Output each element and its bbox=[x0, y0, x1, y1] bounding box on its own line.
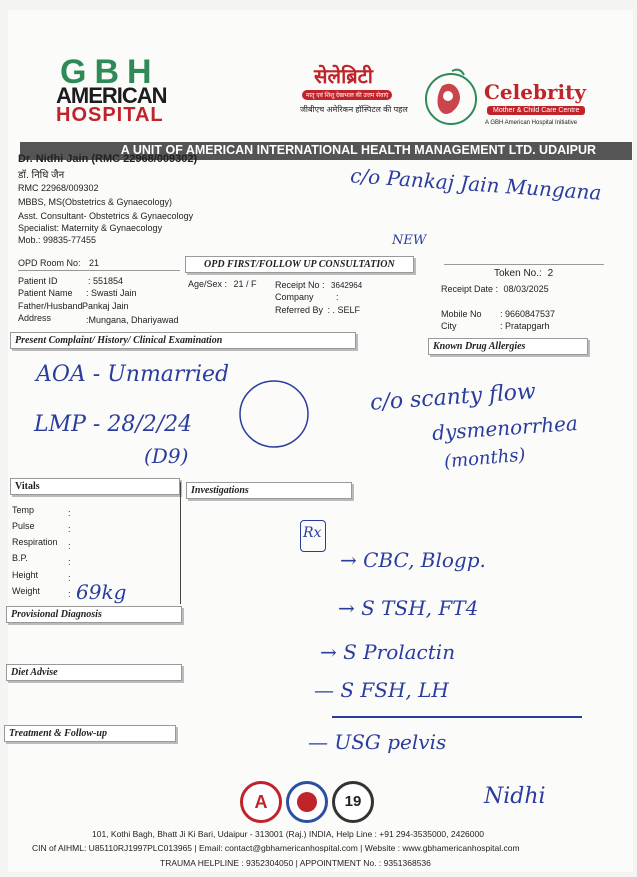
accreditation-badge-a: A bbox=[240, 781, 282, 823]
receipt-date-value: 08/03/2025 bbox=[503, 284, 549, 294]
city-value: : Pratapgarh bbox=[500, 321, 550, 331]
mobile-label: Mobile No bbox=[441, 309, 482, 319]
doctor-line-5: Mob.: 99835-77455 bbox=[18, 235, 97, 245]
agesex-label: Age/Sex : bbox=[188, 279, 228, 289]
receipt-date-label: Receipt Date : bbox=[441, 284, 499, 294]
allergies-section-title: Known Drug Allergies bbox=[428, 338, 588, 355]
complaint-section-title: Present Complaint/ History/ Clinical Examination bbox=[10, 332, 356, 349]
handwritten-lmp-sub: (D9) bbox=[144, 444, 189, 468]
agesex bbox=[188, 279, 257, 289]
vital-temp: Temp bbox=[12, 505, 35, 515]
handwritten-scanty: c/o scanty flow bbox=[369, 379, 537, 416]
vital-respiration: Respiration bbox=[12, 537, 58, 547]
opd-room-value: 21 bbox=[89, 258, 100, 268]
celebrity-note: A GBH American Hospital Initiative bbox=[485, 120, 578, 126]
rx-symbol: Rx bbox=[303, 525, 322, 541]
opd-room bbox=[18, 258, 99, 268]
handwritten-circle bbox=[236, 376, 312, 452]
footer-contact: CIN of AIHML: U85110RJ1997PLC013965 | Email: contact@gbhamericanhospital.com | Website : www.gbhamericanhospital.com bbox=[32, 843, 520, 853]
father-label: Father/Husband bbox=[18, 301, 83, 311]
handwritten-complaint: AOA - Unmarried bbox=[36, 362, 230, 387]
logo-gbh-text: GBH bbox=[60, 53, 160, 91]
company-label: Company bbox=[275, 292, 314, 302]
handwritten-dysmenorrhea: dysmenorrhea bbox=[431, 410, 579, 446]
footer-helpline: TRAUMA HELPLINE : 9352304050 | APPOINTMENT No. : 9351368536 bbox=[160, 858, 431, 868]
handwritten-weight: 69kg bbox=[76, 580, 127, 604]
token-divider bbox=[444, 264, 604, 265]
accreditation-badge-19: 19 bbox=[332, 781, 374, 823]
investigations-section-title: Investigations bbox=[186, 482, 352, 499]
referred-label: Referred By bbox=[275, 305, 324, 315]
rx-item-3: → S Prolactin bbox=[320, 640, 456, 664]
celebrity-hindi-sub: जीबीएच अमेरिकन हॉस्पिटल की पहल bbox=[300, 105, 408, 114]
vital-bp: B.P. bbox=[12, 553, 28, 563]
accreditation-badge-nabh bbox=[286, 781, 328, 823]
doctor-line-3: Asst. Consultant- Obstetrics & Gynaecology bbox=[18, 211, 194, 221]
handwritten-lmp: LMP - 28/2/24 bbox=[34, 412, 193, 437]
referred bbox=[275, 305, 360, 315]
rx-item-1: → CBC, Blogp. bbox=[340, 548, 486, 572]
referred-value: : . SELF bbox=[327, 305, 361, 315]
logo-american-text: AMERICAN bbox=[56, 83, 167, 108]
patient-name-label: Patient Name bbox=[18, 288, 73, 298]
doctor-line-4: Specialist: Maternity & Gynaecology bbox=[18, 223, 163, 233]
receipt-value: 3642964 bbox=[331, 281, 363, 290]
doctor-name: Dr. Nidhi Jain (RMC 22968/009302) bbox=[18, 153, 198, 165]
celebrity-english-title: Celebrity bbox=[484, 80, 586, 104]
rx-item-5: — USG pelvis bbox=[308, 730, 447, 754]
address-label: Address bbox=[18, 313, 52, 323]
doctor-line-2: MBBS, MS(Obstetrics & Gynaecology) bbox=[18, 197, 173, 207]
agesex-value: 21 / F bbox=[233, 279, 257, 289]
celebrity-logo bbox=[292, 62, 612, 142]
doctor-signature: Nidhi bbox=[484, 784, 546, 809]
token bbox=[494, 268, 553, 279]
opd-room-label: OPD Room No: bbox=[18, 258, 81, 268]
rx-item-2: → S TSH, FT4 bbox=[338, 596, 479, 620]
consultation-title: OPD FIRST/FOLLOW UP CONSULTATION bbox=[185, 256, 414, 273]
diet-section-title: Diet Advise bbox=[6, 664, 182, 681]
patient-id-label: Patient ID bbox=[18, 276, 58, 286]
doctor-name-hindi: डॉ. निधि जैन bbox=[18, 170, 65, 181]
handwritten-new: NEW bbox=[392, 233, 427, 248]
logo-hospital-text: HOSPITAL bbox=[56, 104, 164, 126]
doctor-line-1: RMC 22968/009302 bbox=[18, 183, 99, 193]
token-value: 2 bbox=[547, 268, 554, 279]
gbh-logo bbox=[56, 55, 201, 127]
footer-address: 101, Kothi Bagh, Bhatt Ji Ki Bari, Udaipur - 313001 (Raj.) INDIA, Help Line : +91 294-3535000, 2426000 bbox=[92, 829, 484, 839]
provisional-section-title: Provisional Diagnosis bbox=[6, 606, 182, 623]
token-label: Token No.: bbox=[494, 268, 542, 279]
address-value: :Mungana, Dhariyawad bbox=[86, 315, 179, 325]
handwritten-months: (months) bbox=[443, 444, 527, 473]
city-label: City bbox=[441, 321, 457, 331]
vital-colons: : : : : : : bbox=[68, 508, 71, 600]
vitals-divider bbox=[180, 482, 181, 604]
celebrity-hindi-tag: मातृ एवं शिशु देखभाल की उत्तम सेवाएं bbox=[302, 90, 392, 100]
handwritten-co-note: c/o Pankaj Jain Mungana bbox=[349, 163, 603, 205]
father-value: Pankaj Jain bbox=[82, 301, 129, 311]
company bbox=[275, 292, 339, 302]
receipt-date bbox=[441, 284, 549, 294]
receipt-no bbox=[275, 280, 362, 290]
celebrity-badge: Mother & Child Care Centre bbox=[487, 106, 585, 115]
celebrity-hindi-title: सेलेब्रिटी bbox=[314, 66, 373, 88]
vitals-section-title: Vitals bbox=[10, 478, 180, 495]
patient-id-value: : 551854 bbox=[88, 276, 124, 286]
mobile-value: : 9660847537 bbox=[500, 309, 556, 319]
rx-underline bbox=[332, 716, 582, 718]
receipt-label: Receipt No : bbox=[275, 280, 325, 290]
treatment-section-title: Treatment & Follow-up bbox=[4, 725, 176, 742]
rx-box bbox=[300, 520, 326, 552]
opd-divider bbox=[18, 270, 180, 271]
mother-child-icon bbox=[422, 66, 480, 128]
patient-name-value: : Swasti Jain bbox=[86, 288, 137, 298]
vital-height: Height bbox=[12, 570, 39, 580]
company-value: : bbox=[336, 292, 339, 302]
rx-item-4: — S FSH, LH bbox=[314, 678, 449, 702]
vital-weight: Weight bbox=[12, 586, 40, 596]
vital-pulse: Pulse bbox=[12, 521, 35, 531]
banner-text: A UNIT OF AMERICAN INTERNATIONAL HEALTH MANAGEMENT LTD. UDAIPUR bbox=[120, 143, 596, 157]
